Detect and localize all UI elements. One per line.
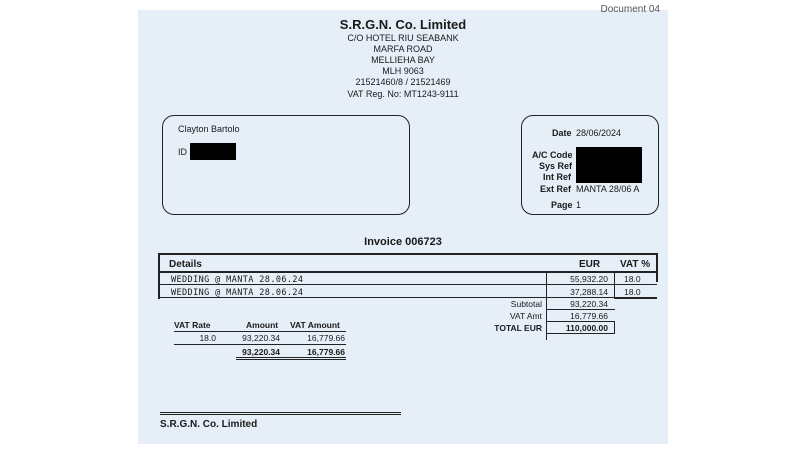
phone-line: 21521460/8 / 21521469 bbox=[355, 77, 451, 87]
footer-rule bbox=[160, 412, 401, 413]
vat-summary-total-vat: 16,779.66 bbox=[307, 347, 345, 357]
vat-summary-header-line bbox=[174, 331, 346, 332]
subtotal-value: 93,220.34 bbox=[570, 299, 608, 309]
int-ref-label: Int Ref bbox=[543, 172, 571, 182]
header-vat: VAT % bbox=[620, 259, 651, 270]
ext-ref-label: Ext Ref bbox=[540, 184, 572, 194]
footer-company: S.R.G.N. Co. Limited bbox=[160, 419, 258, 430]
address-line: C/O HOTEL RIU SEABANK bbox=[347, 33, 459, 43]
vat-summary-total-amount: 93,220.34 bbox=[242, 347, 280, 357]
table-border-left bbox=[158, 253, 160, 299]
vat-summary-amount: 93,220.34 bbox=[242, 333, 280, 343]
row-1-eur: 55,932.20 bbox=[570, 274, 608, 284]
date-label: Date bbox=[552, 128, 572, 138]
page-value: 1 bbox=[576, 200, 582, 210]
subtotal-label: Subtotal bbox=[510, 299, 542, 309]
header-divider bbox=[158, 271, 657, 273]
totals-divider bbox=[546, 309, 615, 310]
ext-ref-value: MANTA 28/06 A bbox=[576, 184, 640, 194]
footer-rule bbox=[160, 414, 401, 415]
date-value: 28/06/2024 bbox=[576, 128, 622, 138]
vat-rate-header: VAT Rate bbox=[174, 320, 211, 330]
customer-box bbox=[162, 115, 410, 215]
row-2-details: WEDDING @ MANTA 28.06.24 bbox=[171, 288, 304, 298]
row-1-details: WEDDING @ MANTA 28.06.24 bbox=[171, 275, 304, 285]
redacted-id bbox=[190, 143, 236, 160]
row-2-vat: 18.0 bbox=[624, 287, 641, 297]
document-tag: Document 04 bbox=[600, 4, 660, 15]
vat-amount-header: VAT Amount bbox=[290, 320, 340, 330]
header-details: Details bbox=[169, 259, 202, 270]
vat-column-divider bbox=[614, 271, 615, 299]
redacted-references bbox=[576, 147, 642, 183]
total-value: 110,000.00 bbox=[565, 323, 608, 333]
address-line: MLH 9063 bbox=[382, 66, 424, 76]
amount-header: Amount bbox=[246, 320, 279, 330]
header-eur: EUR bbox=[579, 259, 601, 270]
row-2-eur: 37,288.14 bbox=[570, 287, 608, 297]
row-1-vat: 18.0 bbox=[624, 274, 641, 284]
customer-id-label: ID bbox=[178, 147, 187, 157]
vat-summary-double-line bbox=[236, 359, 346, 360]
ac-code-label: A/C Code bbox=[532, 150, 573, 160]
invoice-page bbox=[138, 4, 668, 444]
vat-summary-rate: 18.0 bbox=[199, 333, 216, 343]
company-name: S.R.G.N. Co. Limited bbox=[339, 17, 467, 32]
page-label: Page bbox=[551, 200, 573, 210]
address-line: MARFA ROAD bbox=[373, 44, 433, 54]
sys-ref-label: Sys Ref bbox=[539, 161, 573, 171]
vat-summary-double-line bbox=[236, 357, 346, 358]
vat-amt-label: VAT Amt bbox=[509, 311, 542, 321]
vat-summary-row-line bbox=[174, 344, 346, 345]
vat-cell-bottom bbox=[614, 298, 657, 299]
table-border-top bbox=[158, 253, 657, 255]
customer-name: Clayton Bartolo bbox=[178, 124, 240, 134]
invoice-meta-box bbox=[521, 115, 659, 215]
address-line: MELLIEHA BAY bbox=[371, 55, 435, 65]
total-label: TOTAL EUR bbox=[494, 323, 542, 333]
invoice-title: Invoice 006723 bbox=[364, 236, 442, 248]
vat-reg-line: VAT Reg. No: MT1243-9111 bbox=[347, 89, 459, 99]
vat-summary-vat-amount: 16,779.66 bbox=[307, 333, 345, 343]
table-border-right bbox=[656, 253, 658, 282]
vat-amt-value: 16,779.66 bbox=[570, 311, 608, 321]
